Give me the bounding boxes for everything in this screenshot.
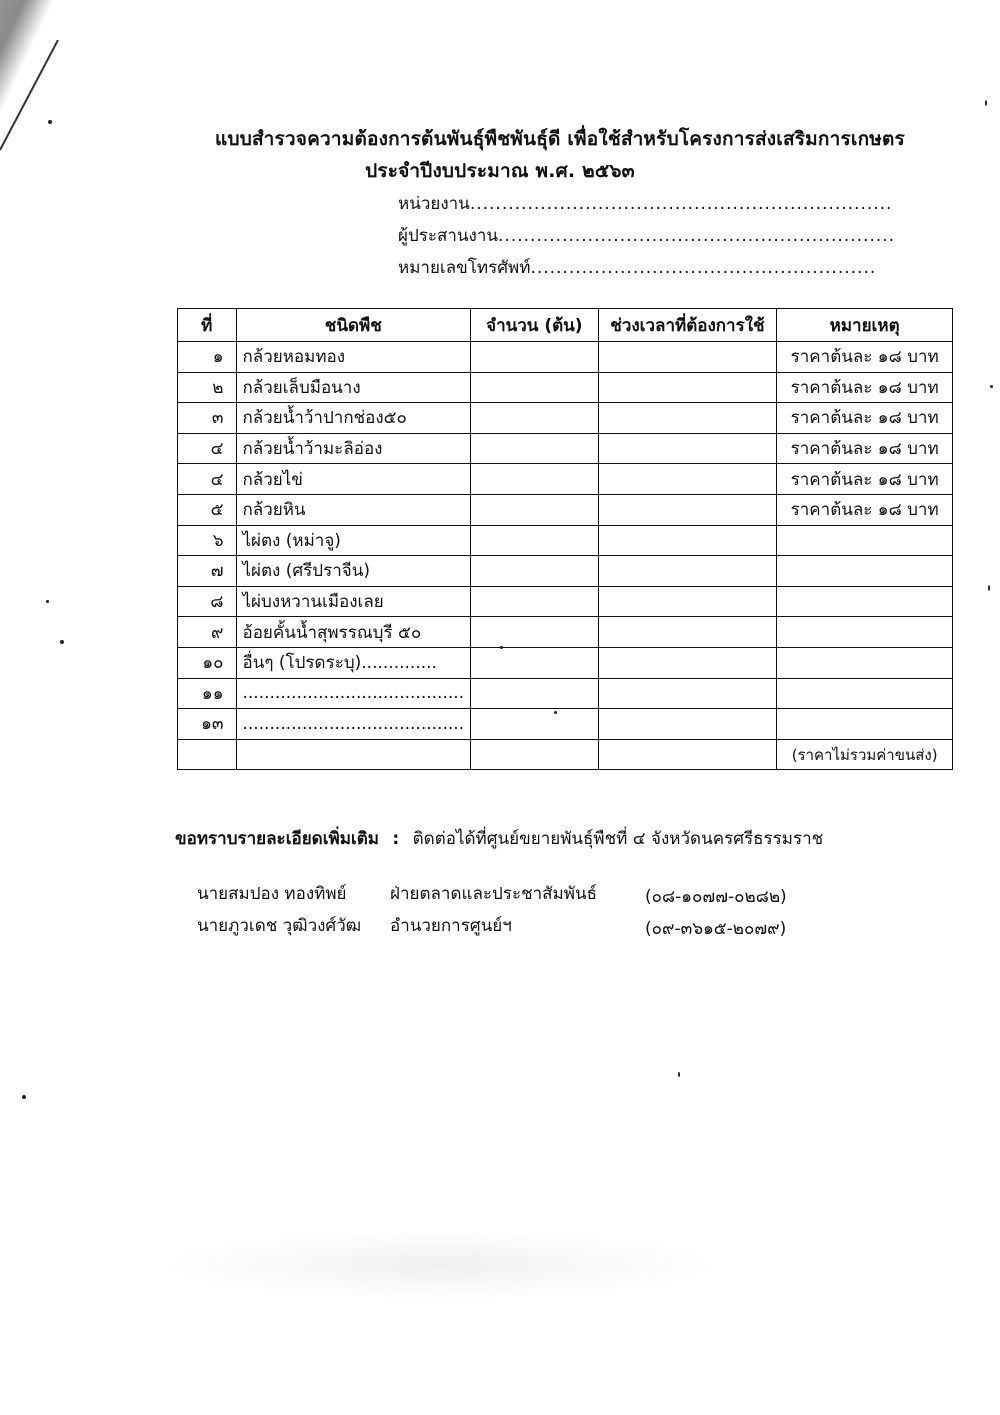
row-quantity-cell[interactable] xyxy=(471,525,599,556)
table-row xyxy=(178,586,953,617)
row-quantity-cell[interactable] xyxy=(471,494,599,525)
row-no: ๖ xyxy=(178,525,237,556)
row-plant: อ้อยคั้นน้ำสุพรรณบุรี ๕๐ xyxy=(236,617,471,648)
row-quantity-cell[interactable] xyxy=(471,433,599,464)
row-remark xyxy=(777,586,953,617)
phone-dots: ...................................................... xyxy=(530,258,877,278)
footer-empty-no xyxy=(178,739,237,770)
row-period-cell[interactable] xyxy=(598,464,777,495)
row-no: ๑๑ xyxy=(178,678,237,709)
row-plant: ไผ่ตง (ศรีปราจีน) xyxy=(236,556,471,587)
footer-empty-quantity xyxy=(471,739,599,770)
table-row xyxy=(178,403,953,434)
contact-role: อำนวยการศูนย์ฯ xyxy=(390,916,512,936)
more-info-text: ติดต่อได้ที่ศูนย์ขยายพันธุ์พืชที่ ๔ จังหวัดนครศรีธรรมราช xyxy=(412,829,824,849)
row-remark: ราคาต้นละ ๑๘ บาท xyxy=(777,342,953,373)
row-period-cell[interactable] xyxy=(598,494,777,525)
transport-note: (ราคาไม่รวมค่าขนส่ง) xyxy=(777,739,953,770)
row-no: ๑๐ xyxy=(178,647,237,678)
unit-field[interactable] xyxy=(398,190,892,217)
contact-name: นายภูวเดช วุฒิวงศ์วัฒ xyxy=(197,916,362,936)
row-remark xyxy=(777,525,953,556)
header-quantity: จำนวน (ต้น) xyxy=(471,309,599,342)
scan-speck xyxy=(60,640,64,644)
row-plant: กล้วยหอมทอง xyxy=(236,342,471,373)
unit-label: หน่วยงาน xyxy=(398,194,470,214)
table-row xyxy=(178,709,953,740)
row-quantity-cell[interactable] xyxy=(471,556,599,587)
row-plant: อื่นๆ (โปรดระบุ).............. xyxy=(236,647,471,678)
row-quantity-cell[interactable] xyxy=(471,678,599,709)
row-remark: ราคาต้นละ ๑๘ บาท xyxy=(777,372,953,403)
row-plant: กล้วยน้ำว้ามะลิอ่อง xyxy=(236,433,471,464)
row-remark xyxy=(777,617,953,648)
header-no: ที่ xyxy=(178,309,237,342)
row-remark xyxy=(777,647,953,678)
row-remark xyxy=(777,709,953,740)
table-footer-row xyxy=(178,739,953,770)
scan-edge-line xyxy=(0,40,70,160)
row-plant: กล้วยหิน xyxy=(236,494,471,525)
scan-speck xyxy=(678,1072,680,1077)
scan-speck xyxy=(554,711,557,714)
form-title: แบบสำรวจความต้องการต้นพันธุ์พืชพันธุ์ดี เพื่อใช้สำหรับโครงการส่งเสริมการเกษตร xyxy=(215,128,905,150)
row-quantity-cell[interactable] xyxy=(471,647,599,678)
row-period-cell[interactable] xyxy=(598,342,777,373)
row-period-cell[interactable] xyxy=(598,647,777,678)
coordinator-label: ผู้ประสานงาน xyxy=(398,226,499,246)
row-remark: ราคาต้นละ ๑๘ บาท xyxy=(777,403,953,434)
header-remark: หมายเหตุ xyxy=(777,309,953,342)
row-quantity-cell[interactable] xyxy=(471,617,599,648)
table-row xyxy=(178,556,953,587)
table-header-row xyxy=(178,309,953,342)
row-period-cell[interactable] xyxy=(598,678,777,709)
scan-speck xyxy=(988,585,990,591)
row-quantity-cell[interactable] xyxy=(471,403,599,434)
contact-phone: (๐๘-๑๐๗๗-๐๒๘๒) xyxy=(645,887,787,907)
row-plant: ไผ่บงหวานเมืองเลย xyxy=(236,586,471,617)
table-row xyxy=(178,617,953,648)
coordinator-dots: .............................................................. xyxy=(498,226,896,246)
table-row xyxy=(178,464,953,495)
more-info xyxy=(175,825,823,852)
row-remark: ราคาต้นละ ๑๘ บาท xyxy=(777,433,953,464)
row-no: ๔ xyxy=(178,464,237,495)
row-plant: ......................................... xyxy=(236,709,471,740)
row-period-cell[interactable] xyxy=(598,709,777,740)
form-subtitle: ประจำปีงบประมาณ พ.ศ. ๒๕๖๓ xyxy=(365,160,635,182)
row-period-cell[interactable] xyxy=(598,372,777,403)
row-quantity-cell[interactable] xyxy=(471,342,599,373)
seedling-table xyxy=(177,308,953,770)
footer-empty-plant xyxy=(236,739,471,770)
row-plant: ......................................... xyxy=(236,678,471,709)
row-plant: กล้วยไข่ xyxy=(236,464,471,495)
row-no: ๘ xyxy=(178,586,237,617)
scan-speck xyxy=(985,100,987,106)
row-no: ๓ xyxy=(178,403,237,434)
row-no: ๒ xyxy=(178,372,237,403)
contact-phone: (๐๙-๓๖๑๕-๒๐๗๙) xyxy=(645,919,787,939)
row-quantity-cell[interactable] xyxy=(471,709,599,740)
row-plant: กล้วยน้ำว้าปากช่อง๕๐ xyxy=(236,403,471,434)
row-no: ๑๓ xyxy=(178,709,237,740)
scan-speck xyxy=(990,385,993,388)
header-plant: ชนิดพืช xyxy=(236,309,471,342)
row-period-cell[interactable] xyxy=(598,586,777,617)
scan-speck xyxy=(500,646,503,649)
more-info-label: ขอทราบรายละเอียดเพิ่มเติม xyxy=(175,829,379,849)
header-period: ช่วงเวลาที่ต้องการใช้ xyxy=(598,309,777,342)
table-row xyxy=(178,525,953,556)
row-period-cell[interactable] xyxy=(598,556,777,587)
row-quantity-cell[interactable] xyxy=(471,464,599,495)
table-row xyxy=(178,678,953,709)
footer-empty-period xyxy=(598,739,777,770)
row-period-cell[interactable] xyxy=(598,617,777,648)
row-no: ๑ xyxy=(178,342,237,373)
table-row xyxy=(178,342,953,373)
row-plant: ไผ่ตง (หม่าจู) xyxy=(236,525,471,556)
table-row xyxy=(178,494,953,525)
row-no: ๕ xyxy=(178,494,237,525)
row-remark xyxy=(777,678,953,709)
scan-speck xyxy=(22,1095,26,1099)
row-quantity-cell[interactable] xyxy=(471,372,599,403)
row-remark: ราคาต้นละ ๑๘ บาท xyxy=(777,464,953,495)
contact-role: ฝ่ายตลาดและประชาสัมพันธ์ xyxy=(390,884,597,904)
row-period-cell[interactable] xyxy=(598,525,777,556)
row-quantity-cell[interactable] xyxy=(471,586,599,617)
coordinator-field[interactable] xyxy=(398,222,895,249)
unit-dots: .................................................................. xyxy=(469,194,893,214)
row-no: ๗ xyxy=(178,556,237,587)
scan-speck xyxy=(48,120,52,124)
contact-name: นายสมปอง ทองทิพย์ xyxy=(197,884,347,904)
row-remark xyxy=(777,556,953,587)
table-row xyxy=(178,433,953,464)
more-info-colon: : xyxy=(392,829,400,849)
row-no: ๙ xyxy=(178,617,237,648)
row-no: ๔ xyxy=(178,433,237,464)
scan-smudge xyxy=(160,1230,720,1300)
phone-label: หมายเลขโทรศัพท์ xyxy=(398,258,531,278)
row-period-cell[interactable] xyxy=(598,403,777,434)
row-remark: ราคาต้นละ ๑๘ บาท xyxy=(777,494,953,525)
row-plant: กล้วยเล็บมือนาง xyxy=(236,372,471,403)
row-period-cell[interactable] xyxy=(598,433,777,464)
scan-speck xyxy=(46,600,49,603)
table-row xyxy=(178,372,953,403)
phone-field[interactable] xyxy=(398,254,876,281)
table-row xyxy=(178,647,953,678)
